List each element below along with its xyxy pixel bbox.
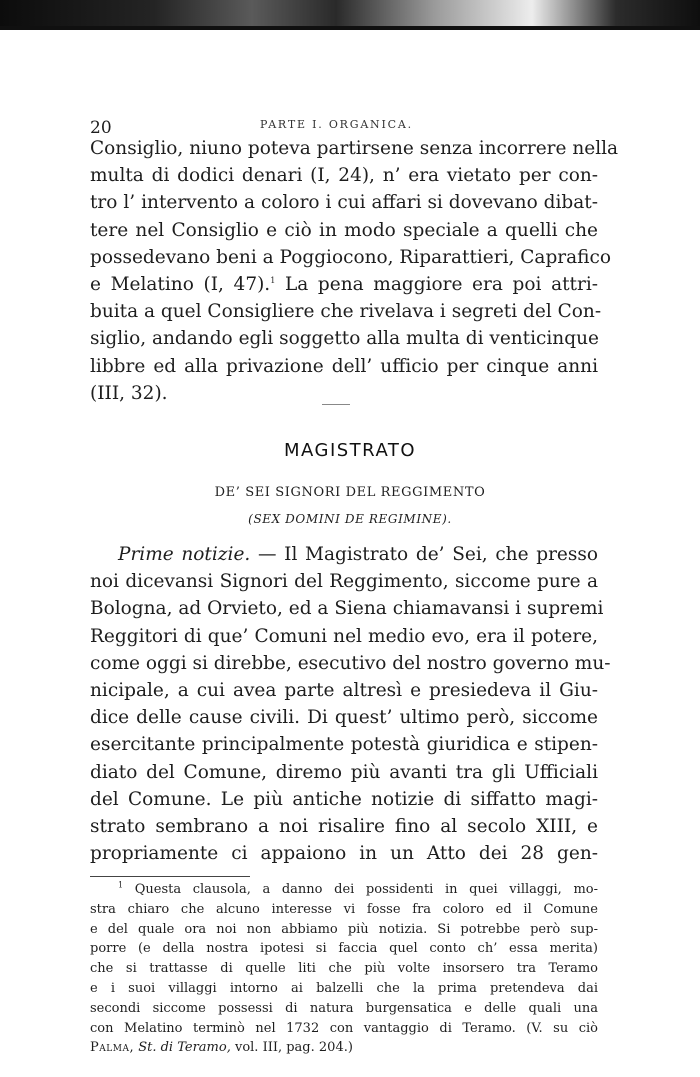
text-line: nicipale, a cui avea parte altresì e presiedeva il Giu- (90, 679, 598, 701)
text-line: Reggitori di que’ Comuni nel medio evo, era il potere, (90, 625, 598, 647)
running-title: PARTE I. ORGANICA. (260, 118, 413, 131)
paragraph-lead: Prime notizie. (118, 544, 251, 565)
paragraph-1 (90, 135, 619, 407)
text-line: strato sembrano a noi risalire fino al secolo XIII, e (90, 815, 598, 837)
text-line: tro l’ intervento a coloro i cui affari si dovevano dibat- (90, 192, 598, 214)
text-fragment: La pena maggiore era poi attri- (284, 273, 598, 295)
footnote-marker: 1 (118, 880, 124, 890)
footnote (90, 880, 598, 1058)
footnote-line: stra chiaro che alcuno interesse vi fosse fra coloro ed il Comune (90, 901, 598, 917)
text-line: dice delle cause civili. Di quest’ ultimo però, siccome (90, 707, 598, 729)
text-fragment: Questa clausola, a danno dei possidenti in quei villaggi, mo- (134, 882, 598, 897)
text-line: esercitante principalmente potestà giuridica e stipen- (90, 734, 598, 756)
citation-author: Palma, (90, 1040, 135, 1056)
scan-top-band (0, 0, 700, 30)
footnote-line: e del quale ora noi non abbiamo più notizia. Si potrebbe però sup- (90, 921, 598, 937)
text-line (90, 541, 598, 568)
section-title: MAGISTRATO (283, 440, 417, 461)
text-line: Bologna, ad Orvieto, ed a Siena chiamavansi i supremi (90, 598, 604, 620)
footnote-rule (90, 876, 250, 877)
text-line: del Comune. Le più antiche notizie di siffatto magi- (90, 788, 598, 810)
text-line: noi dicevansi Signori del Reggimento, siccome pure a (90, 571, 598, 593)
text-line: libbre ed alla privazione dell’ ufficio per cinque anni (90, 355, 598, 377)
text-line: diato del Comune, diremo più avanti tra gli Ufficiali (90, 761, 598, 783)
text-line: (III, 32). (90, 382, 168, 404)
text-line: come oggi si direbbe, esecutivo del nostro governo mu- (90, 652, 611, 674)
footnote-ref[interactable]: 1 (270, 275, 276, 285)
section-subtitle: DE’ SEI SIGNORI DEL REGGIMENTO (214, 485, 486, 500)
footnote-line (90, 1038, 598, 1058)
paragraph-2 (90, 541, 611, 867)
section-divider (322, 404, 350, 405)
footnote-line: con Melatino terminò nel 1732 con vantaggio di Teramo. (V. su ciò (90, 1020, 598, 1036)
section-subtitle-latin: (SEX DOMINI DE REGIMINE). (248, 512, 452, 526)
text-line (90, 271, 598, 298)
footnote-line: e i suoi villaggi intorno ai balzelli che la prima pretendeva dai (90, 980, 598, 996)
text-line: Consiglio, niuno poteva partirsene senza incorrere nella (90, 138, 619, 159)
text-line: tere nel Consiglio e ciò in modo speciale a quelli che (90, 219, 598, 241)
footnote-line (90, 880, 598, 900)
citation-detail: vol. III, pag. 204.) (230, 1040, 353, 1056)
text-line: buita a quel Consigliere che rivelava i segreti del Con- (90, 301, 602, 323)
text-fragment: — Il Magistrato de’ Sei, che presso (250, 544, 598, 565)
text-line: possedevano beni a Poggiocono, Riparattieri, Caprafico (90, 246, 612, 268)
footnote-line: porre (e della nostra ipotesi si faccia quel conto ch’ essa merita) (90, 941, 598, 957)
footnote-line: che si trattasse di quelle liti che più volte insorsero tra Teramo (90, 961, 598, 977)
text-fragment: e Melatino (I, 47). (90, 273, 271, 295)
footnote-line: secondi siccome possessi di natura burgensatica e delle quali una (90, 1000, 598, 1016)
citation-title: St. di Teramo, (138, 1040, 231, 1056)
page-number: 20 (90, 118, 112, 138)
text-line: multa di dodici denari (I, 24), n’ era vietato per con- (90, 165, 598, 187)
text-line: siglio, andando egli soggetto alla multa di venticinque (90, 328, 599, 350)
text-line: propriamente ci appaiono in un Atto dei 28 gen- (90, 843, 598, 865)
